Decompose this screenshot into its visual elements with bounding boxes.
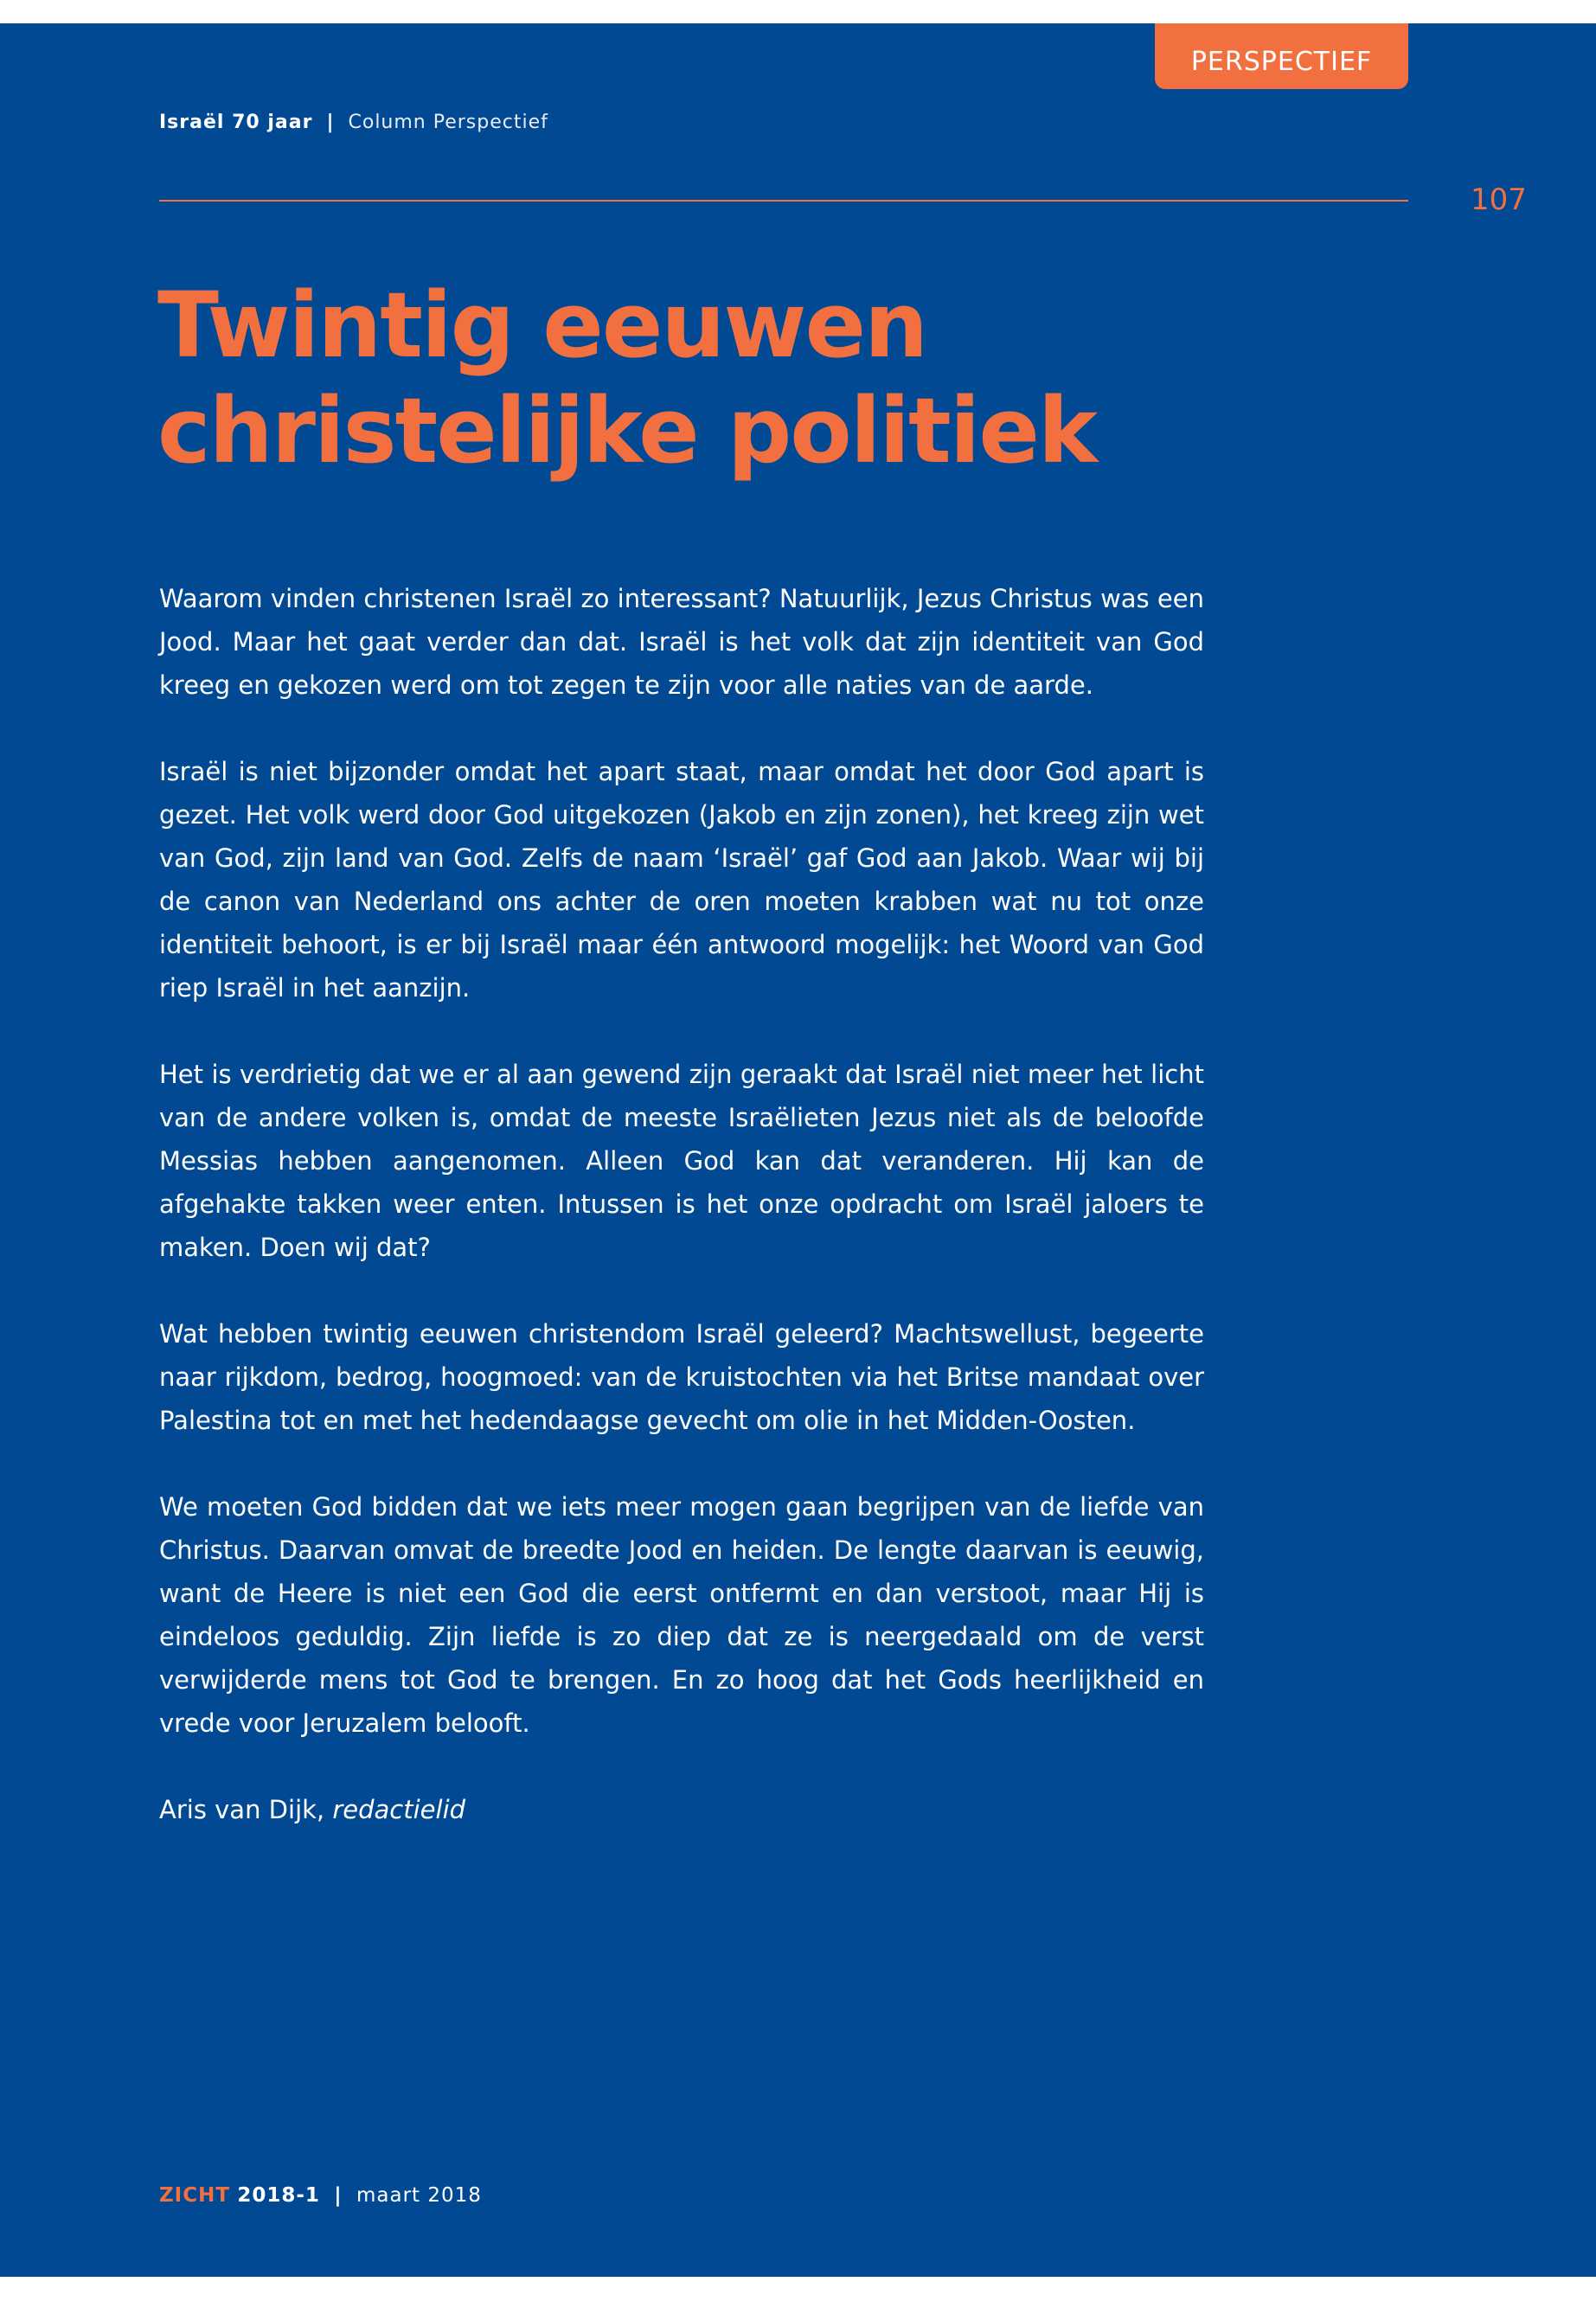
header-divider [159,200,1408,202]
article-title-line-2: christelijke politiek [157,378,1097,484]
paragraph: Het is verdrietig dat we er al aan gewend zijn geraakt dat Israël niet meer het licht van de andere volken is, omdat de meeste Israëlieten Jezus niet als de beloofde Messias hebben aangenomen. Alleen God kan dat veranderen. Hij kan de afgehakte takken weer enten. Intussen is het onze opdracht om Israël jaloers te maken. Doen wij dat? [159,1060,1204,1262]
article-title [157,272,1096,484]
footer-brand: ZICHT [159,2184,231,2207]
running-header-series: Israël 70 jaar [159,112,313,133]
paragraph: We moeten God bidden dat we iets meer mogen gaan begrijpen van de liefde van Christus. Daarvan omvat de breedte Jood en heiden. De lengte daarvan is eeuwig, want de Heere is niet een God die eerst ontfermt en dan verstoot, maar Hij is eindeloos geduldig. Zijn liefde is zo diep dat ze is neergedaald om de verst verwijderde mens tot God te brengen. En zo hoog dat het Gods heerlijkheid en vrede voor Jeruzalem belooft. [159,1492,1204,1738]
running-header [159,112,548,133]
author-name: Aris van Dijk, [159,1795,325,1824]
article-body [159,577,1204,1875]
paragraph: Wat hebben twintig eeuwen christendom Israël geleerd? Machtswellust, begeerte naar rijkdom, bedrog, hoogmoed: van de kruistochten via het Britse mandaat over Palestina tot en met het hedendaagse gevecht om olie in het Midden-Oosten. [159,1319,1204,1435]
running-header-separator: | [326,112,335,133]
author-role: redactielid [332,1795,466,1824]
page-number: 107 [1471,183,1527,217]
page-footer [159,2184,482,2207]
footer-issue: 2018-1 [237,2184,320,2207]
footer-date: maart 2018 [356,2184,482,2207]
section-tab: PERSPECTIEF [1155,23,1408,89]
article-title-line-1: Twintig eeuwen [157,272,927,378]
author-signature [159,1788,1204,1831]
magazine-page [0,23,1596,2277]
running-header-section: Column Perspectief [348,112,548,133]
footer-separator: | [334,2184,343,2207]
paragraph: Waarom vinden christenen Israël zo interessant? Natuurlijk, Jezus Christus was een Jood. Maar het gaat verder dan dat. Israël is het volk dat zijn identiteit van God kreeg en gekozen werd om tot zegen te zijn voor alle naties van de aarde. [159,584,1204,700]
paragraph: Israël is niet bijzonder omdat het apart staat, maar omdat het door God apart is gezet. Het volk werd door God uitgekozen (Jakob en zijn zonen), het kreeg zijn wet van God, zijn land van God. Zelfs de naam ‘Israël’ gaf God aan Jakob. Waar wij bij de canon van Nederland ons achter de oren moeten krabben wat nu tot onze identiteit behoort, is er bij Israël maar één antwoord mogelijk: het Woord van God riep Israël in het aanzijn. [159,757,1204,1003]
